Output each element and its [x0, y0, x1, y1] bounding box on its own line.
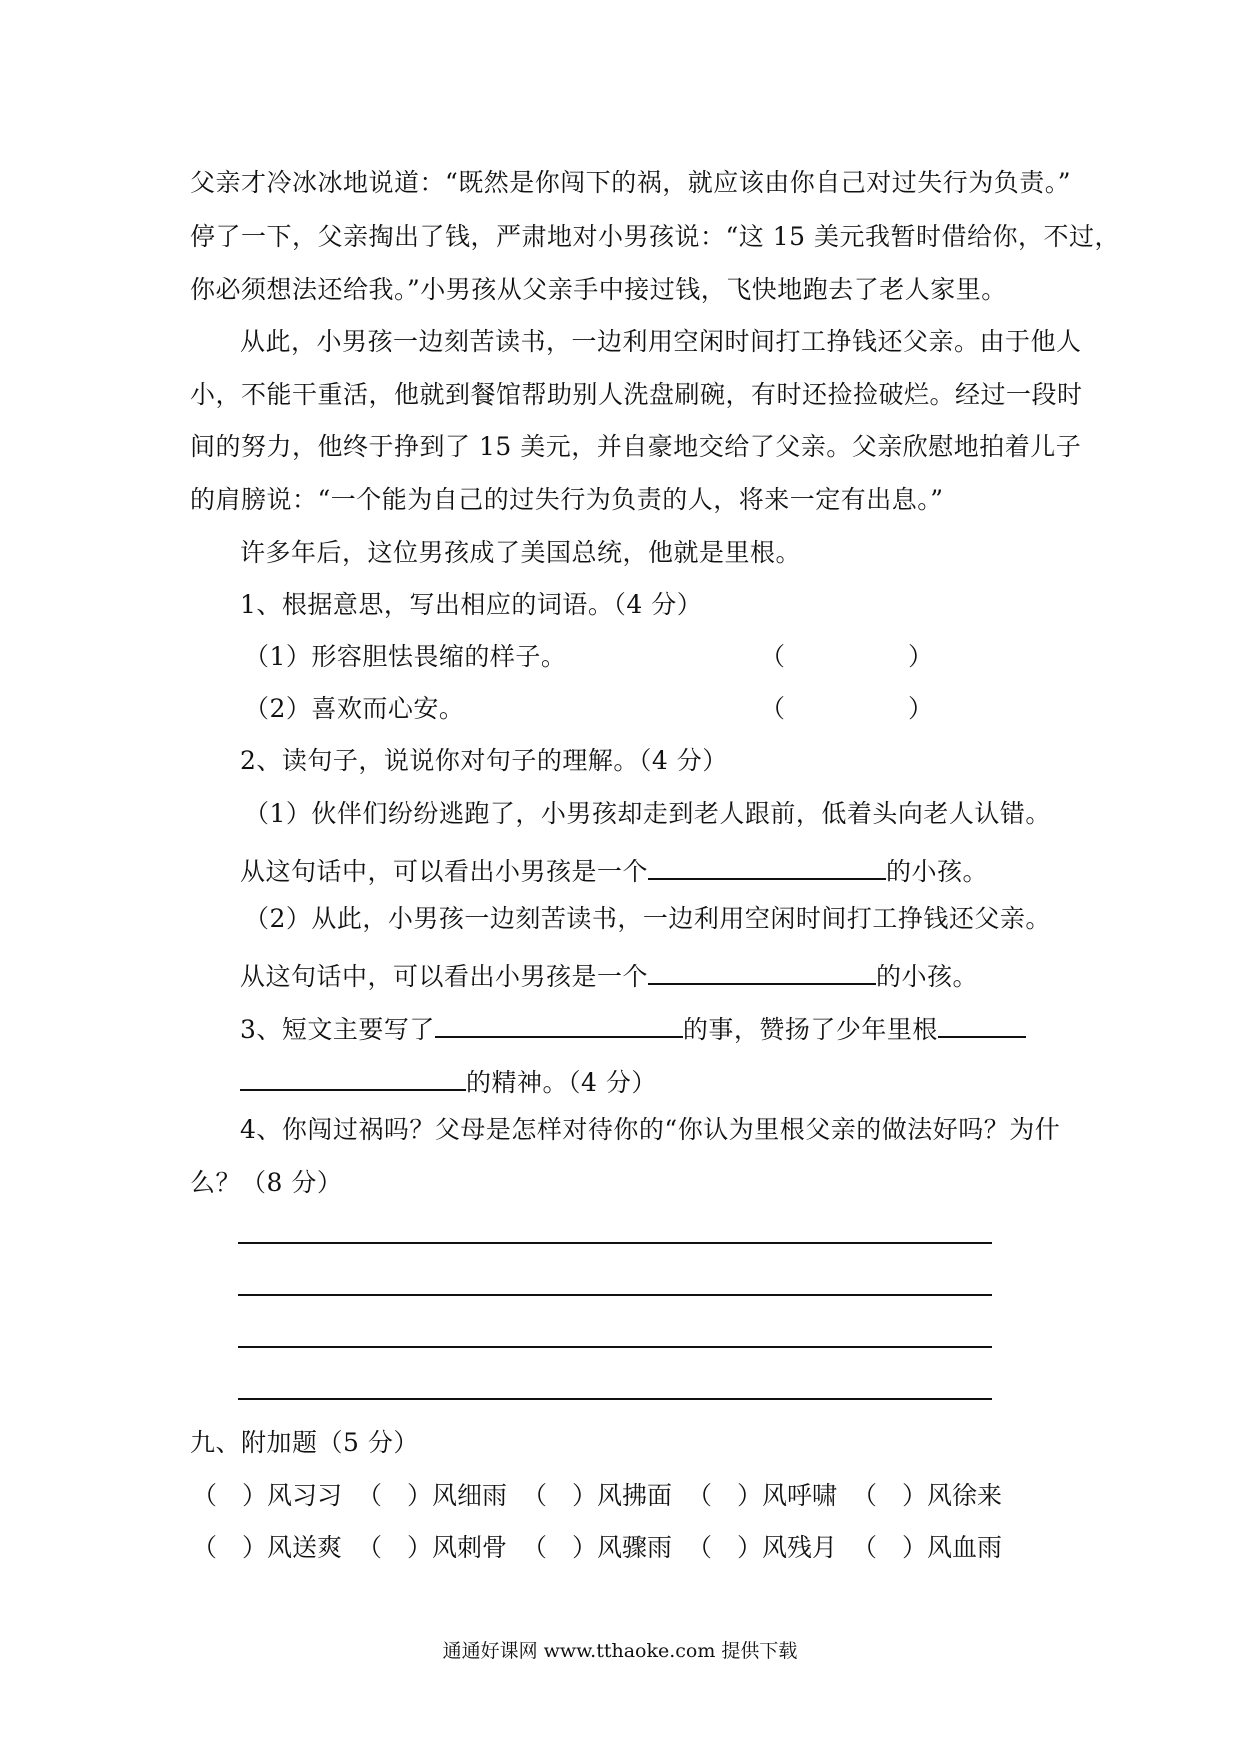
answer-bracket-open: （ — [760, 642, 786, 671]
question-1-item-2: （2）喜欢而心安。 — [244, 694, 465, 723]
bonus-item[interactable]: （ ）风徐来 — [852, 1481, 1003, 1510]
answer-bracket-close: ） — [908, 694, 934, 723]
answer-bracket-close: ） — [908, 642, 934, 671]
passage-line: 许多年后，这位男孩成了美国总统，他就是里根。 — [240, 538, 802, 567]
bonus-item[interactable]: （ ）风拂面 — [522, 1481, 673, 1510]
bonus-item[interactable]: （ ）风残月 — [687, 1533, 838, 1562]
writing-line[interactable] — [238, 1294, 992, 1296]
question-2-sentence-2: （2）从此，小男孩一边刻苦读书，一边利用空闲时间打工挣钱还父亲。 — [244, 904, 1051, 933]
passage-line: 从此，小男孩一边刻苦读书，一边利用空闲时间打工挣钱还父亲。由于他人 — [240, 327, 1082, 356]
prompt-prefix: 从这句话中，可以看出小男孩是一个 — [240, 962, 649, 991]
writing-line[interactable] — [238, 1398, 992, 1400]
bonus-item[interactable]: （ ）风骤雨 — [522, 1533, 673, 1562]
prompt-prefix: 从这句话中，可以看出小男孩是一个 — [240, 857, 649, 886]
question-3-prefix: 3、短文主要写了 — [240, 1015, 435, 1044]
question-2-prompt-2 — [240, 957, 978, 992]
question-2-sentence-1: （1）伙伴们纷纷逃跑了，小男孩却走到老人跟前，低着头向老人认错。 — [244, 799, 1051, 828]
bonus-row-1 — [192, 1481, 1017, 1511]
question-3-line-1 — [240, 1010, 1026, 1045]
bonus-item[interactable]: （ ）风送爽 — [192, 1533, 343, 1562]
passage-line: 你必须想法还给我。”小男孩从父亲手中接过钱，飞快地跑去了老人家里。 — [190, 275, 1007, 304]
bonus-item[interactable]: （ ）风呼啸 — [687, 1481, 838, 1510]
question-2-prompt-1 — [240, 852, 988, 887]
question-4-line-2: 么？（8 分） — [190, 1168, 343, 1197]
prompt-suffix: 的小孩。 — [886, 857, 989, 886]
bonus-item[interactable]: （ ）风刺骨 — [357, 1533, 508, 1562]
question-2-title: 2、读句子，说说你对句子的理解。（4 分） — [240, 746, 728, 775]
prompt-suffix: 的小孩。 — [876, 962, 979, 991]
passage-line: 父亲才冷冰冰地说道：“既然是你闯下的祸，就应该由你自己对过失行为负责。” — [190, 168, 1072, 197]
writing-line[interactable] — [238, 1346, 992, 1348]
question-1-title: 1、根据意思，写出相应的词语。（4 分） — [240, 590, 703, 619]
question-1-item-1: （1）形容胆怯畏缩的样子。 — [244, 642, 567, 671]
answer-bracket-open: （ — [760, 694, 786, 723]
bonus-item[interactable]: （ ）风习习 — [192, 1481, 343, 1510]
passage-line: 停了一下，父亲掏出了钱，严肃地对小男孩说：“这 15 美元我暂时借给你，不过， — [190, 222, 1120, 251]
bonus-item[interactable]: （ ）风血雨 — [852, 1533, 1003, 1562]
writing-line[interactable] — [238, 1242, 992, 1244]
question-3-suffix: 的精神。（4 分） — [466, 1068, 657, 1097]
passage-line: 小，不能干重活，他就到餐馆帮助别人洗盘刷碗，有时还捡捡破烂。经过一段时 — [190, 380, 1083, 409]
answer-blank[interactable] — [240, 1063, 466, 1091]
page-footer: 通通好课网 www.tthaoke.com 提供下载 — [442, 1640, 798, 1662]
passage-line: 的肩膀说：“一个能为自己的过失行为负责的人，将来一定有出息。” — [190, 485, 944, 514]
bonus-title: 九、附加题（5 分） — [190, 1428, 419, 1457]
question-4-line-1: 4、你闯过祸吗？父母是怎样对待你的“你认为里根父亲的做法好吗？为什 — [240, 1115, 1061, 1144]
bonus-item[interactable]: （ ）风细雨 — [357, 1481, 508, 1510]
bonus-row-2 — [192, 1533, 1017, 1563]
passage-line: 间的努力，他终于挣到了 15 美元，并自豪地交给了父亲。父亲欣慰地拍着儿子 — [190, 432, 1082, 461]
answer-blank[interactable] — [938, 1010, 1026, 1038]
answer-blank[interactable] — [435, 1010, 683, 1038]
question-3-line-2 — [240, 1063, 657, 1098]
question-3-middle: 的事，赞扬了少年里根 — [682, 1015, 938, 1044]
answer-blank[interactable] — [648, 852, 886, 880]
answer-blank[interactable] — [648, 957, 876, 985]
